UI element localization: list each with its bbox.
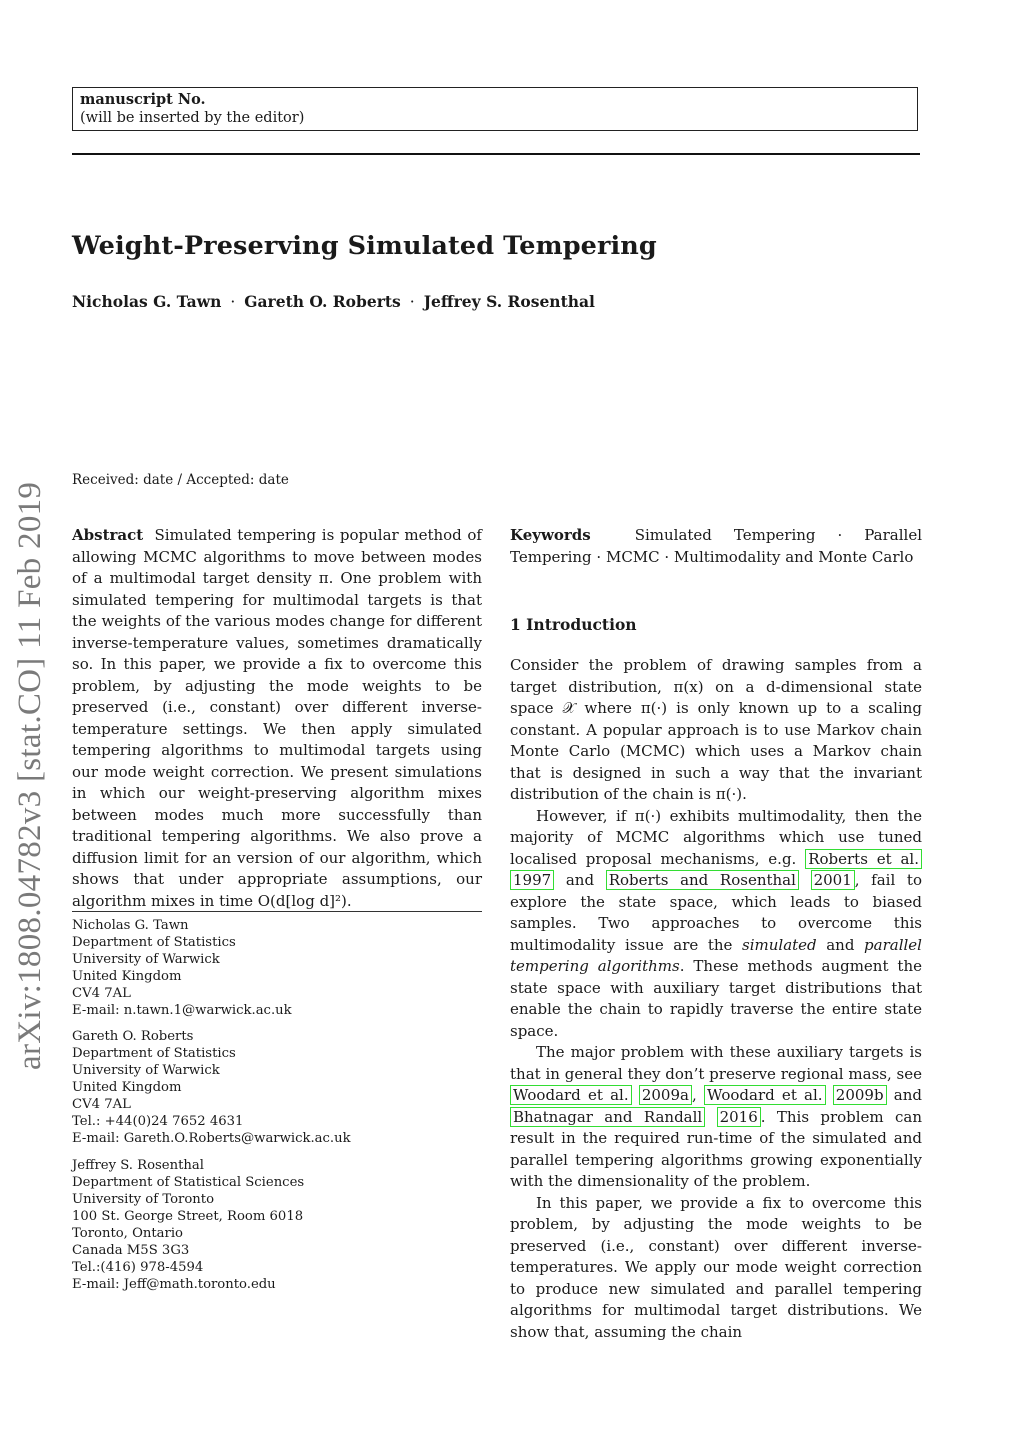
affil-line: Toronto, Ontario: [72, 1226, 183, 1241]
introduction-body: [510, 655, 922, 1343]
citation-year-link[interactable]: 2001: [811, 870, 855, 890]
citation-link[interactable]: Roberts et al.: [805, 849, 922, 869]
intro-paragraph: Consider the problem of drawing samples from a target distribution, π(x) on a d-dimensional state space 𝒳 where π(·) is only known up to a scaling constant. A popular approach is to use Markov chain Monte Carlo (MCMC) which uses a Markov chain that is designed in such a way that the invariant distribution of the chain is π(·).: [510, 656, 922, 803]
affil-line: University of Toronto: [72, 1192, 215, 1207]
author-name: Nicholas G. Tawn: [72, 292, 222, 311]
citation-year-link[interactable]: 2009a: [639, 1085, 692, 1105]
abstract-section: [72, 525, 482, 912]
header-rule: [72, 153, 920, 155]
affil-line: Department of Statistical Sciences: [72, 1175, 305, 1190]
manuscript-box: [72, 87, 918, 131]
keywords-text: Simulated Tempering · Parallel Tempering · MCMC · Multimodality and Monte Carlo: [510, 526, 923, 566]
received-date: Received: date / Accepted: date: [72, 472, 289, 488]
affil-line: CV4 7AL: [72, 1097, 131, 1112]
affil-line: E-mail: n.tawn.1@warwick.ac.uk: [72, 1003, 292, 1018]
affil-line: E-mail: Jeff@math.toronto.edu: [72, 1277, 276, 1292]
affil-line: 100 St. George Street, Room 6018: [72, 1209, 304, 1224]
abstract-text: Simulated tempering is popular method of allowing MCMC algorithms to move between modes of a multimodal target density π. One problem with simulated tempering for multimodal targets is that the weights of the various modes change for different inverse-temperature values, sometimes dramatically so. In this paper, we provide a fix to overcome this problem, by adjusting the mode weights to be preserved (i.e., constant) over different inverse-temperature settings. We then apply simulated tempering algorithms to multimodal targets using our mode weight correction. We present simulations in which our weight-preserving algorithm mixes between modes much more successfully than traditional tempering algorithms. We also prove a diffusion limit for an version of our algorithm, which shows that under appropriate assumptions, our algorithm mixes in time O(d[log d]²).: [72, 526, 482, 910]
keywords-heading: Keywords: [510, 526, 591, 544]
affil-line: E-mail: Gareth.O.Roberts@warwick.ac.uk: [72, 1131, 351, 1146]
citation-link[interactable]: Woodard et al.: [704, 1085, 826, 1105]
affil-line: University of Warwick: [72, 952, 220, 967]
section-heading: 1 Introduction: [510, 615, 637, 634]
affil-line: Canada M5S 3G3: [72, 1243, 190, 1258]
citation-link[interactable]: Woodard et al.: [510, 1085, 632, 1105]
affil-line: Department of Statistics: [72, 1046, 236, 1061]
citation-year-link[interactable]: 1997: [510, 870, 554, 890]
author-name: Gareth O. Roberts: [244, 292, 401, 311]
footnote-separator: [72, 911, 482, 912]
text-run: , fail to explore the state space, which leads to biased samples. Two approaches to overcome this multimodality issue are the: [510, 871, 922, 954]
affil-line: Department of Statistics: [72, 935, 236, 950]
affil-line: United Kingdom: [72, 1080, 182, 1095]
affiliation-block: [72, 1028, 492, 1147]
citation-link[interactable]: Roberts and Rosenthal: [606, 870, 799, 890]
abstract-heading: Abstract: [72, 526, 144, 544]
manuscript-label: manuscript No.: [80, 91, 206, 108]
paper-title: Weight-Preserving Simulated Tempering: [72, 231, 657, 261]
affil-line: United Kingdom: [72, 969, 182, 984]
text-run: and: [893, 1086, 922, 1104]
emphasis-text: simulated: [742, 935, 817, 954]
intro-paragraph: [510, 1042, 922, 1193]
citation-link[interactable]: Bhatnagar and Randall: [510, 1107, 705, 1127]
text-run: and: [565, 871, 595, 889]
abstract-paragraph: [72, 525, 482, 912]
author-separator: ·: [230, 293, 236, 311]
keywords-section: [510, 525, 922, 568]
affil-line: University of Warwick: [72, 1063, 220, 1078]
intro-paragraph: In this paper, we provide a fix to overcome this problem, by adjusting the mode weights to be preserved (i.e., constant) over different inverse-temperatures. We apply our mode weight correction to produce new simulated and parallel tempering algorithms for multimodal target distributions. We show that, assuming the chain: [510, 1193, 922, 1341]
affil-line: CV4 7AL: [72, 986, 131, 1001]
text-run: . This problem can result in the required run-time of the simulated and parallel tempering algorithms growing exponentially with the dimensionality of the problem.: [510, 1107, 922, 1190]
affil-line: Tel.:(416) 978-4594: [72, 1260, 204, 1275]
text-run: The major problem with these auxiliary targets is that in general they don’t preserve regional mass, see: [510, 1043, 922, 1083]
affil-line: Nicholas G. Tawn: [72, 918, 189, 933]
author-separator: ·: [409, 293, 415, 311]
affiliation-block: [72, 1157, 492, 1293]
text-run: However, if π(·) exhibits multimodality, then the majority of MCMC algorithms which use tuned localised proposal mechanisms, e.g.: [510, 806, 922, 868]
text-run: ,: [691, 1086, 697, 1104]
affil-line: Jeffrey S. Rosenthal: [72, 1158, 204, 1173]
affil-line: Tel.: +44(0)24 7652 4631: [72, 1114, 244, 1129]
emphasis-text: parallel tempering algorithms: [510, 935, 922, 975]
affil-line: Gareth O. Roberts: [72, 1029, 194, 1044]
text-run: and: [826, 935, 855, 954]
author-name: Jeffrey S. Rosenthal: [423, 292, 595, 311]
affiliation-block: [72, 917, 492, 1019]
citation-year-link[interactable]: 2009b: [833, 1085, 887, 1105]
citation-year-link[interactable]: 2016: [717, 1107, 761, 1127]
keywords-paragraph: [510, 525, 922, 568]
intro-paragraph: [510, 806, 922, 1043]
text-run: . These methods augment the state space with auxiliary target distributions that enable the chain to rapidly traverse the entire state space.: [510, 957, 922, 1040]
author-list: [72, 292, 595, 311]
arxiv-stamp: arXiv:1808.04782v3 [stat.CO] 11 Feb 2019: [12, 481, 48, 1070]
manuscript-note: (will be inserted by the editor): [80, 110, 305, 126]
